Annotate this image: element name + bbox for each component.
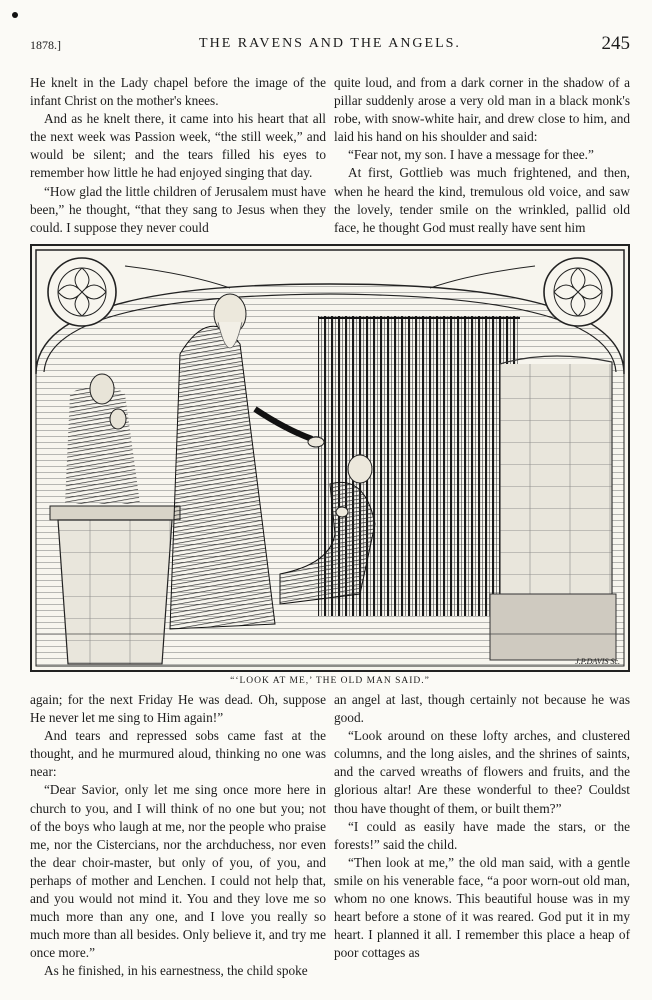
paragraph: As he finished, in his earnestness, the child spoke [44, 963, 308, 979]
engraving-illustration [30, 244, 630, 672]
paragraph: “Look around on these lofty arches, and clustered columns, and the long aisles, and the shrines of saints, and the carved wreaths of flowers and fruits, and the glorious altar! Are these wonderful to thee? Couldst thou have thought of them, or built them?” [334, 728, 630, 816]
running-header [30, 33, 630, 56]
paragraph: At first, Gottlieb was much frightened, and then, when he heard the kind, tremulous old voice, and saw the lovely, tender smile on the wrinkled, pallid old face, he thought God must really have sent him [334, 165, 630, 235]
page-number: 245 [601, 33, 630, 54]
paragraph: “Fear not, my son. I have a message for thee.” [348, 147, 594, 163]
paragraph: He knelt in the Lady chapel before the image of the infant Christ on the mother's knees. [30, 75, 326, 109]
paragraph: “I could as easily have made the stars, or the forests!” said the child. [334, 818, 630, 852]
paragraph: “Dear Savior, only let me sing once more here in church to you, and I will think of no one but you; not of the boys who laugh at me, nor the people who praise me, nor the Cistercians, nor the archduchess, nor even the dear choir-master, but only of you, of you, and perhaps of mother and Lenchen. I could not help that, and you would not mind it. You and they love me so much more than any one, and I love you really so much more than all besides. Only believe it, and try me once more.” [30, 782, 326, 961]
column-bottom-right [334, 691, 630, 962]
paragraph: again; for the next Friday He was dead. Oh, suppose He never let me sing to Him again!” [30, 692, 326, 726]
paragraph: “How glad the little children of Jerusalem must have been,” he thought, “that they sang to Jesus when they could. I suppose they never could [30, 183, 326, 235]
paragraph: “Then look at me,” the old man said, with a gentle smile on his venerable face, “a poor worn-out old man, whom no one knows. This beautiful house was in my heart before a stone of it was reared. God put it in my heart. I planned it all. I remember this place a heap of poor cottages as [334, 854, 630, 961]
paragraph: quite loud, and from a dark corner in the shadow of a pillar suddenly arose a very old man in a black monk's robe, with snow-white hair, and drew close to him, and laid his hand on his shoulder and said: [334, 75, 630, 145]
header-title: THE RAVENS AND THE ANGELS. [199, 36, 461, 51]
paragraph: an angel at last, though certainly not because he was good. [334, 692, 630, 726]
engraving-svg [30, 244, 630, 672]
column-bottom-left [30, 691, 326, 981]
paragraph: And as he knelt there, it came into his heart that all the next week was Passion week, “the still week,” and would be silent; and the tears filled his eyes to remember how little he had enjoyed singing that day. [30, 111, 326, 181]
page-mark-dot [12, 12, 18, 18]
illustration-caption: “‘LOOK AT ME,’ THE OLD MAN SAID.” [230, 676, 430, 686]
column-top-right [334, 74, 630, 237]
engraver-signature: J.P.DAVIS Sc. [575, 657, 620, 666]
paragraph: And tears and repressed sobs came fast at the thought, and he murmured aloud, thinking no one was near: [30, 728, 326, 780]
column-top-left [30, 74, 326, 237]
header-year: 1878.] [30, 38, 61, 52]
